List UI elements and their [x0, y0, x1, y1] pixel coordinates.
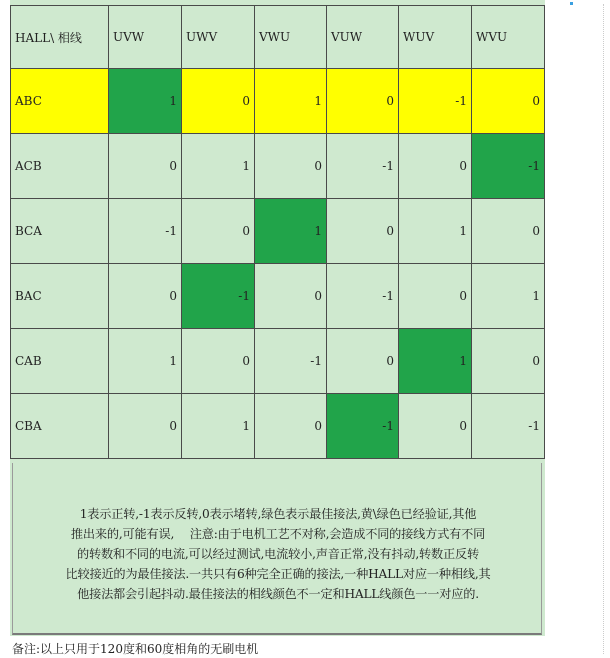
data-cell: 0 — [182, 69, 255, 134]
data-cell: 0 — [255, 394, 327, 459]
table-header-row — [11, 6, 545, 69]
data-cell: 1 — [399, 199, 472, 264]
header-cell-wuv: WUV — [399, 6, 472, 69]
data-cell: 1 — [109, 329, 182, 394]
data-cell: -1 — [327, 264, 399, 329]
header-cell-vwu: VWU — [255, 6, 327, 69]
data-cell: 0 — [472, 199, 545, 264]
data-cell: -1 — [109, 199, 182, 264]
note-line: 的转数和不同的电流,可以经过测试,电流较小,声音正常,没有抖动,转数正反转 — [77, 547, 479, 561]
row-label: BAC — [11, 264, 109, 329]
data-cell: -1 — [327, 134, 399, 199]
data-cell: 0 — [109, 264, 182, 329]
table-row — [11, 394, 545, 459]
data-cell: -1 — [182, 264, 255, 329]
data-cell: 1 — [182, 134, 255, 199]
row-label: ACB — [11, 134, 109, 199]
note-line: 推出来的,可能有误, 注意:由于电机工艺不对称,会造成不同的接线方式有不同 — [70, 527, 486, 541]
table-row — [11, 69, 545, 134]
note-text — [16, 504, 540, 604]
data-cell: -1 — [255, 329, 327, 394]
data-cell: 1 — [472, 264, 545, 329]
note-line: 比较接近的为最佳接法.一共只有6种完全正确的接法,一种HALL对应一种相线,其 — [65, 567, 491, 581]
data-cell: 0 — [182, 199, 255, 264]
data-cell: -1 — [327, 394, 399, 459]
table-row — [11, 199, 545, 264]
data-cell: -1 — [399, 69, 472, 134]
data-cell: 0 — [109, 134, 182, 199]
table-row — [11, 329, 545, 394]
data-cell: -1 — [472, 394, 545, 459]
row-label: BCA — [11, 199, 109, 264]
data-cell: 0 — [399, 134, 472, 199]
data-cell: 0 — [472, 69, 545, 134]
header-cell-uwv: UWV — [182, 6, 255, 69]
note-line: 1表示正转,-1表示反转,0表示堵转,绿色表示最佳接法,黄\绿色已经验证,其他 — [79, 507, 477, 521]
data-cell: 1 — [182, 394, 255, 459]
data-cell: 1 — [255, 199, 327, 264]
data-cell: 0 — [472, 329, 545, 394]
row-label: CBA — [11, 394, 109, 459]
data-cell: 0 — [399, 264, 472, 329]
data-cell: 1 — [255, 69, 327, 134]
row-label: CAB — [11, 329, 109, 394]
row-label: ABC — [11, 69, 109, 134]
footer-remark: 备注:以上只用于120度和60度相角的无刷电机 — [12, 642, 259, 656]
data-cell: 0 — [109, 394, 182, 459]
header-cell-uvw: UVW — [109, 6, 182, 69]
corner-marker — [570, 2, 573, 5]
data-cell: -1 — [472, 134, 545, 199]
header-cell-hall-phase: HALL\ 相线 — [11, 6, 109, 69]
data-cell: 0 — [327, 199, 399, 264]
header-cell-wvu: WVU — [472, 6, 545, 69]
data-cell: 0 — [255, 264, 327, 329]
table-row — [11, 134, 545, 199]
note-line: 他接法都会引起抖动.最佳接法的相线颜色不一定和HALL线颜色一一对应的. — [77, 587, 479, 601]
header-cell-vuw: VUW — [327, 6, 399, 69]
data-cell: 1 — [399, 329, 472, 394]
data-cell: 1 — [109, 69, 182, 134]
data-cell: 0 — [182, 329, 255, 394]
data-cell: 0 — [255, 134, 327, 199]
data-cell: 0 — [327, 69, 399, 134]
hall-phase-table — [10, 5, 545, 459]
data-cell: 0 — [399, 394, 472, 459]
table-row — [11, 264, 545, 329]
page-edge-divider — [603, 4, 604, 654]
data-cell: 0 — [327, 329, 399, 394]
